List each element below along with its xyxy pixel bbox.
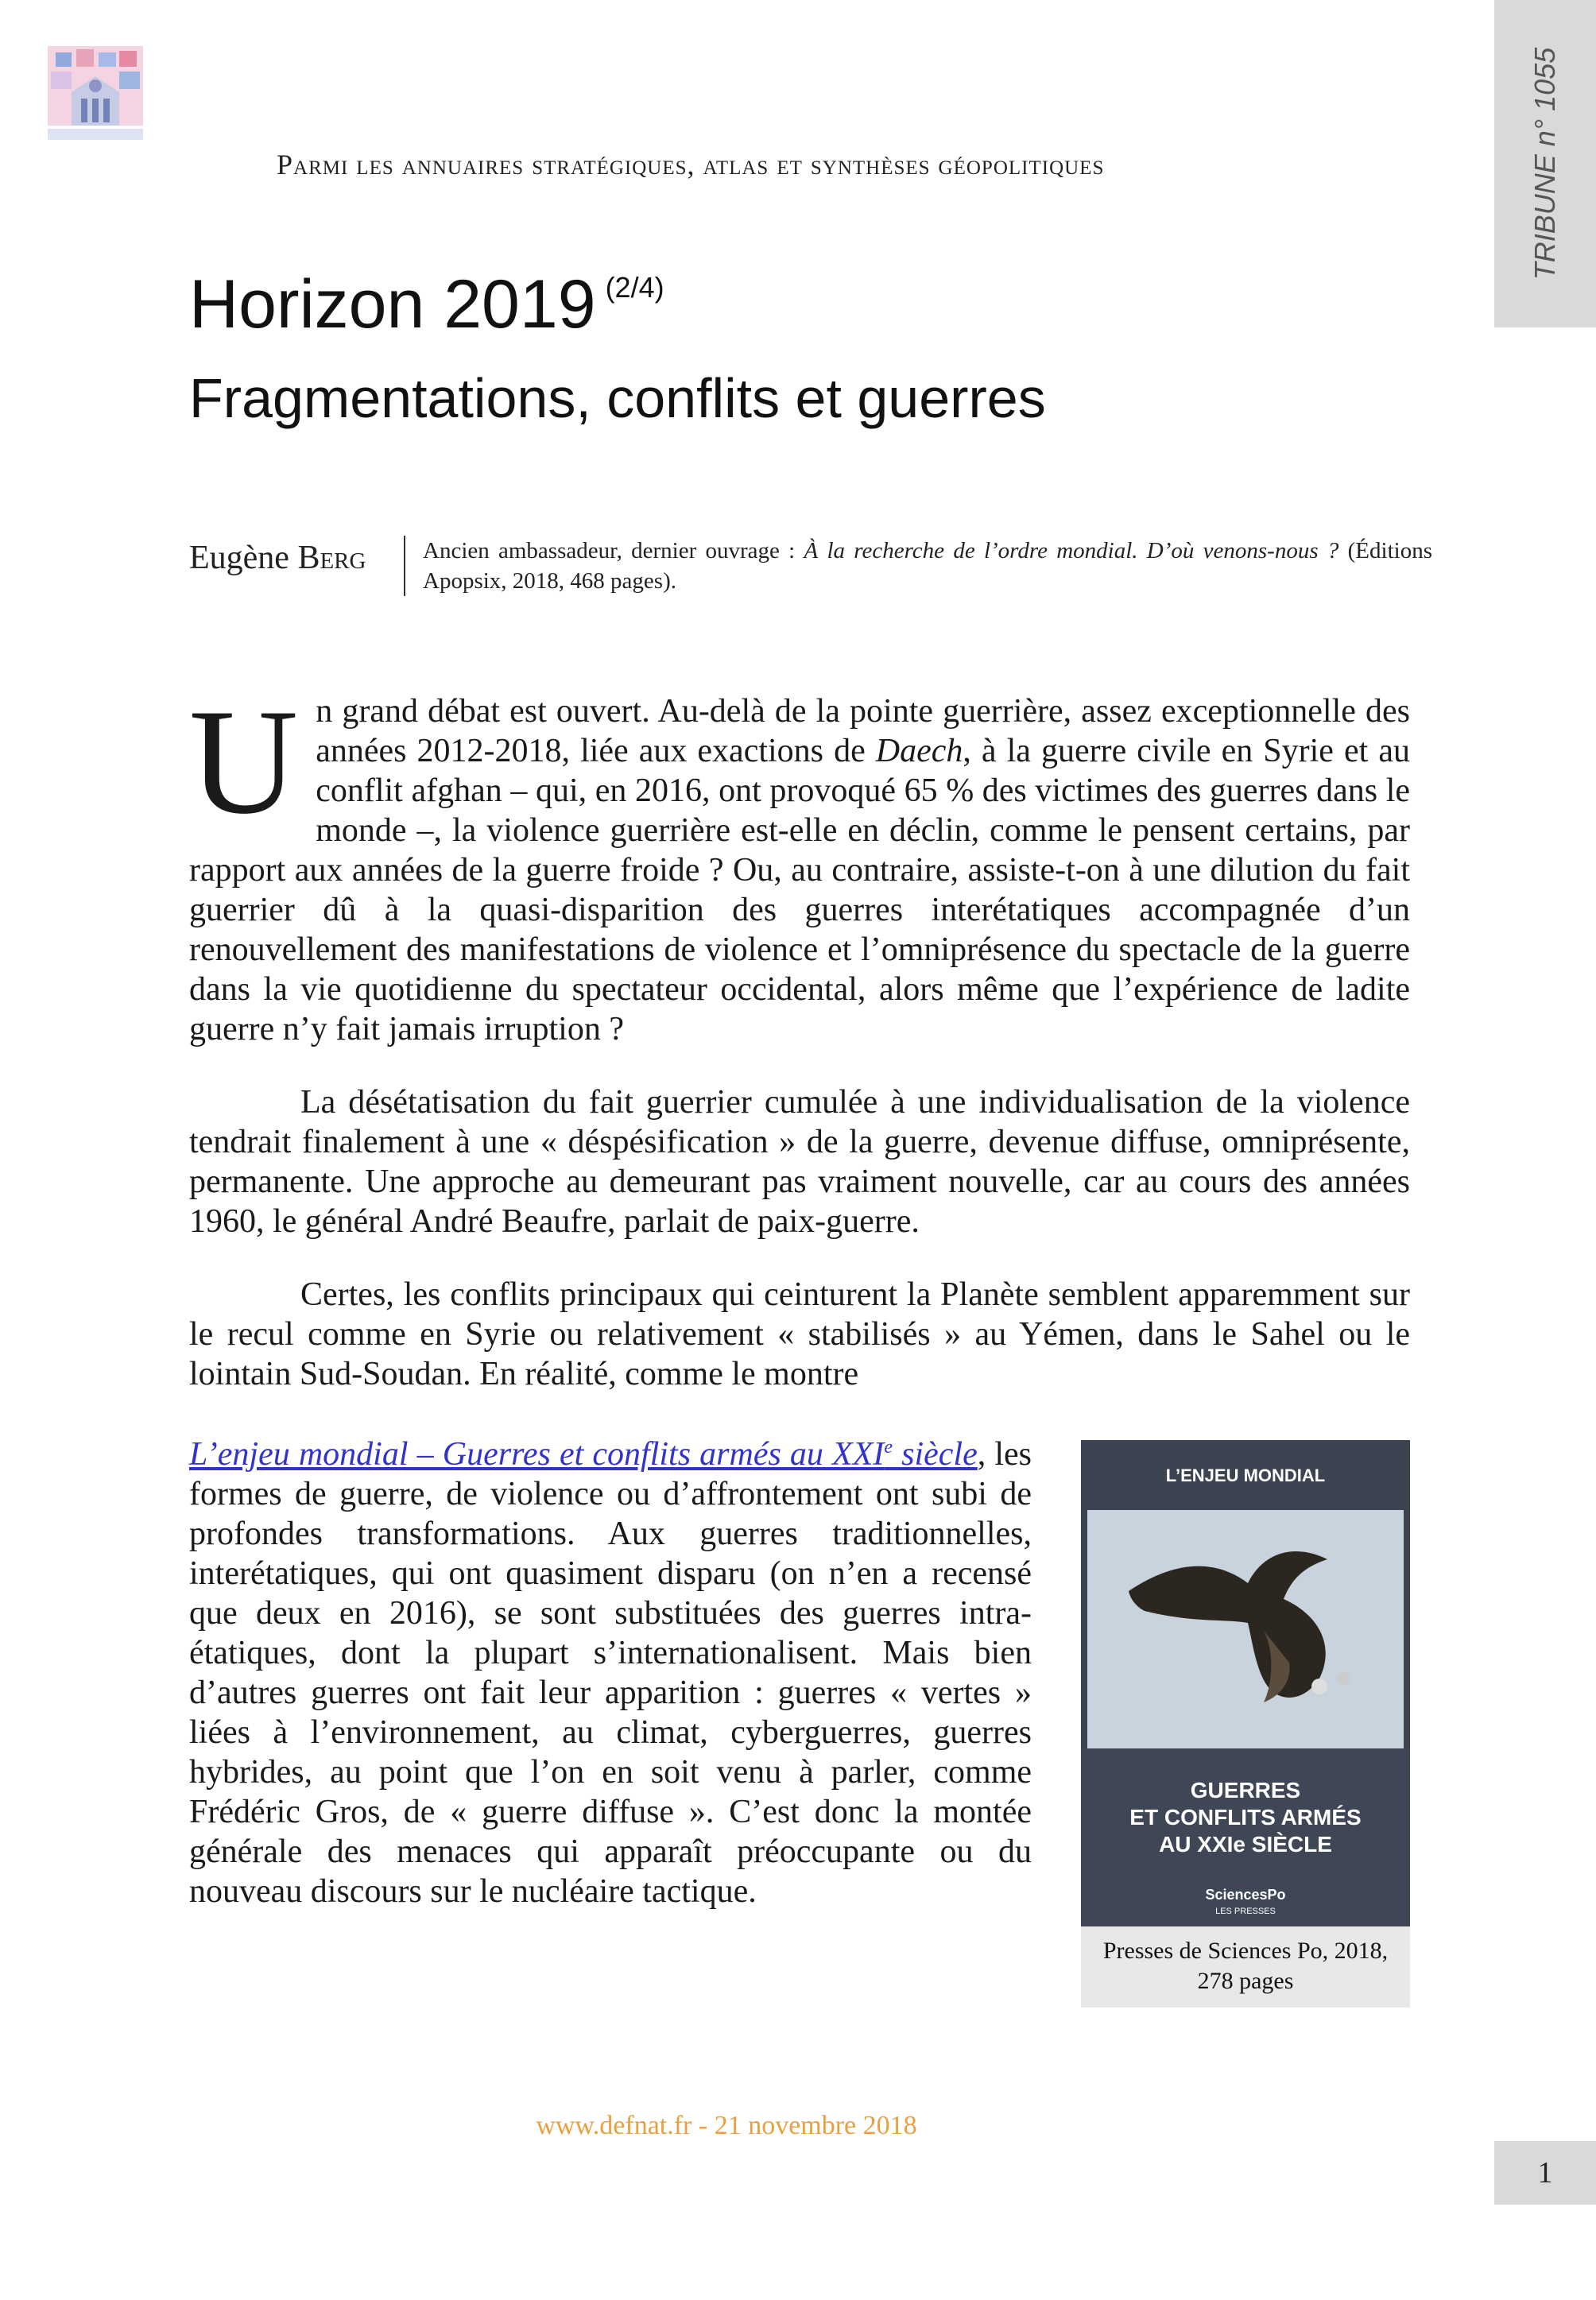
book-link-sup[interactable]: e [884,1437,893,1458]
bio-prefix: Ancien ambassadeur, dernier ouvrage : [423,538,804,563]
bio-book-title: À la recherche de l’ordre mondial. D’où venons-nous ? [804,538,1339,563]
revue-logo-icon [48,46,143,143]
drop-cap: U [189,679,299,846]
tribune-number-label: TRIBUNE n° 1055 [1528,47,1561,281]
author-name [189,539,366,577]
p3-text-a: Certes, les conflits principaux qui ceinturent la Planète semblent apparemment sur le recul comme en Syrie ou relativement « stabilisés » au Yémen, dans le Sahel ou le lointain Sud-Soudan. En réalité, comme le montre [189,1276,1410,1392]
book-figure [1081,1440,1410,2008]
author-bio [404,536,1432,596]
cover-title-line3: AU XXIe SIÈCLE [1159,1832,1332,1857]
bio-suffix: (Éditions Apopsix, 2018, 468 pages). [423,538,1432,594]
footer-link[interactable]: www.defnat.fr - 21 novembre 2018 [536,2111,917,2140]
book-link-text[interactable]: L’enjeu mondial – Guerres et conflits armés au XXI [189,1436,885,1473]
figure-caption: Presses de Sciences Po, 2018, 278 pages [1102,1938,1389,1994]
title-text: Horizon 2019 [189,266,596,343]
page-number: 1 [1537,2156,1553,2190]
cover-publisher: SciencesPo [1205,1887,1286,1903]
cover-publisher-sub: LES PRESSES [1215,1907,1276,1916]
kicker-text: Parmi les annuaires stratégiques, atlas et synthèses géopolitiques [277,149,1105,180]
cover-title-line2: ET CONFLITS ARMÉS [1129,1805,1362,1830]
author-first-name: Eugène [189,540,289,576]
paragraph-2: La désétatisation du fait guerrier cumulée à une individualisation de la violence tendrait finalement à une « déspésification » de la guerre, devenue diffuse, omniprésente, permanente. Une approche au demeurant pas vraiment nouvelle, car au cours des années 1960, le général André Beaufre, parlait de paix-guerre. [189,1084,1410,1240]
paragraph-3 [189,1275,1410,1394]
page-title [189,266,664,343]
page-kicker [277,148,1326,181]
p1-text-b: , à la guerre civile en Syrie et au conflit afghan – qui, en 2016, ont provoqué 65 % des victimes des guerres dans le monde –, la violence guerrière est-elle en déclin, comme le pensent certains, par rapport aux années de la guerre froide ? Ou, au contraire, assiste-t-on à une dilution du fait guerrier dû à la quasi-disparition des guerres interétatiques accompagnée d’un renouvellement des manifestations de violence et l’omniprésence du spectacle de la guerre dans la vie quotidienne du spectateur occidental, alors même que l’expérience de ladite guerre n’y fait jamais irruption ? [189,733,1410,1047]
p3-text-b: , les formes de guerre, de violence ou d’affrontement ont subi de profondes transformations. Aux guerres traditionnelles, interétatiques, qui ont quasiment disparu (on n’en a recensé que deux en 2016), se sont substituées des guerres intra-étatiques, dont la plupart s’internationalisent. Mais bien d’autres guerres ont fait leur apparition : guerres « vertes » liées à l’environnement, au climat, cyberguerres, guerres hybrides, au point que l’on en soit venu à parler, comme Frédéric Gros, de « guerre diffuse ». C’est donc la montée générale des menaces qui apparaît préoccupante ou du nouveau discours sur le nucléaire tactique. [189,1436,1032,1910]
book-link[interactable] [189,1436,978,1473]
p1-daech: Daech [875,733,963,769]
p1-text-a: n grand débat est ouvert. Au-delà de la pointe guerrière, assez exceptionnelle des années 2012-2018, liée aux exactions de [316,693,1410,769]
author-last-name: Berg [297,540,366,576]
page-footer [0,2111,1596,2141]
tribune-side-tab [1494,0,1596,327]
cover-series-label: L’ENJEU MONDIAL [1165,1466,1326,1485]
page-subtitle: Fragmentations, conflits et guerres [189,367,1046,429]
title-part: (2/4) [605,271,664,304]
page-number-tab [1494,2141,1596,2205]
book-link-end[interactable]: siècle [893,1436,978,1473]
cover-title-line1: GUERRES [1190,1778,1301,1802]
paragraph-1 [189,679,1410,1049]
article-body [189,679,1410,2008]
book-cover-image [1081,1440,1410,1926]
